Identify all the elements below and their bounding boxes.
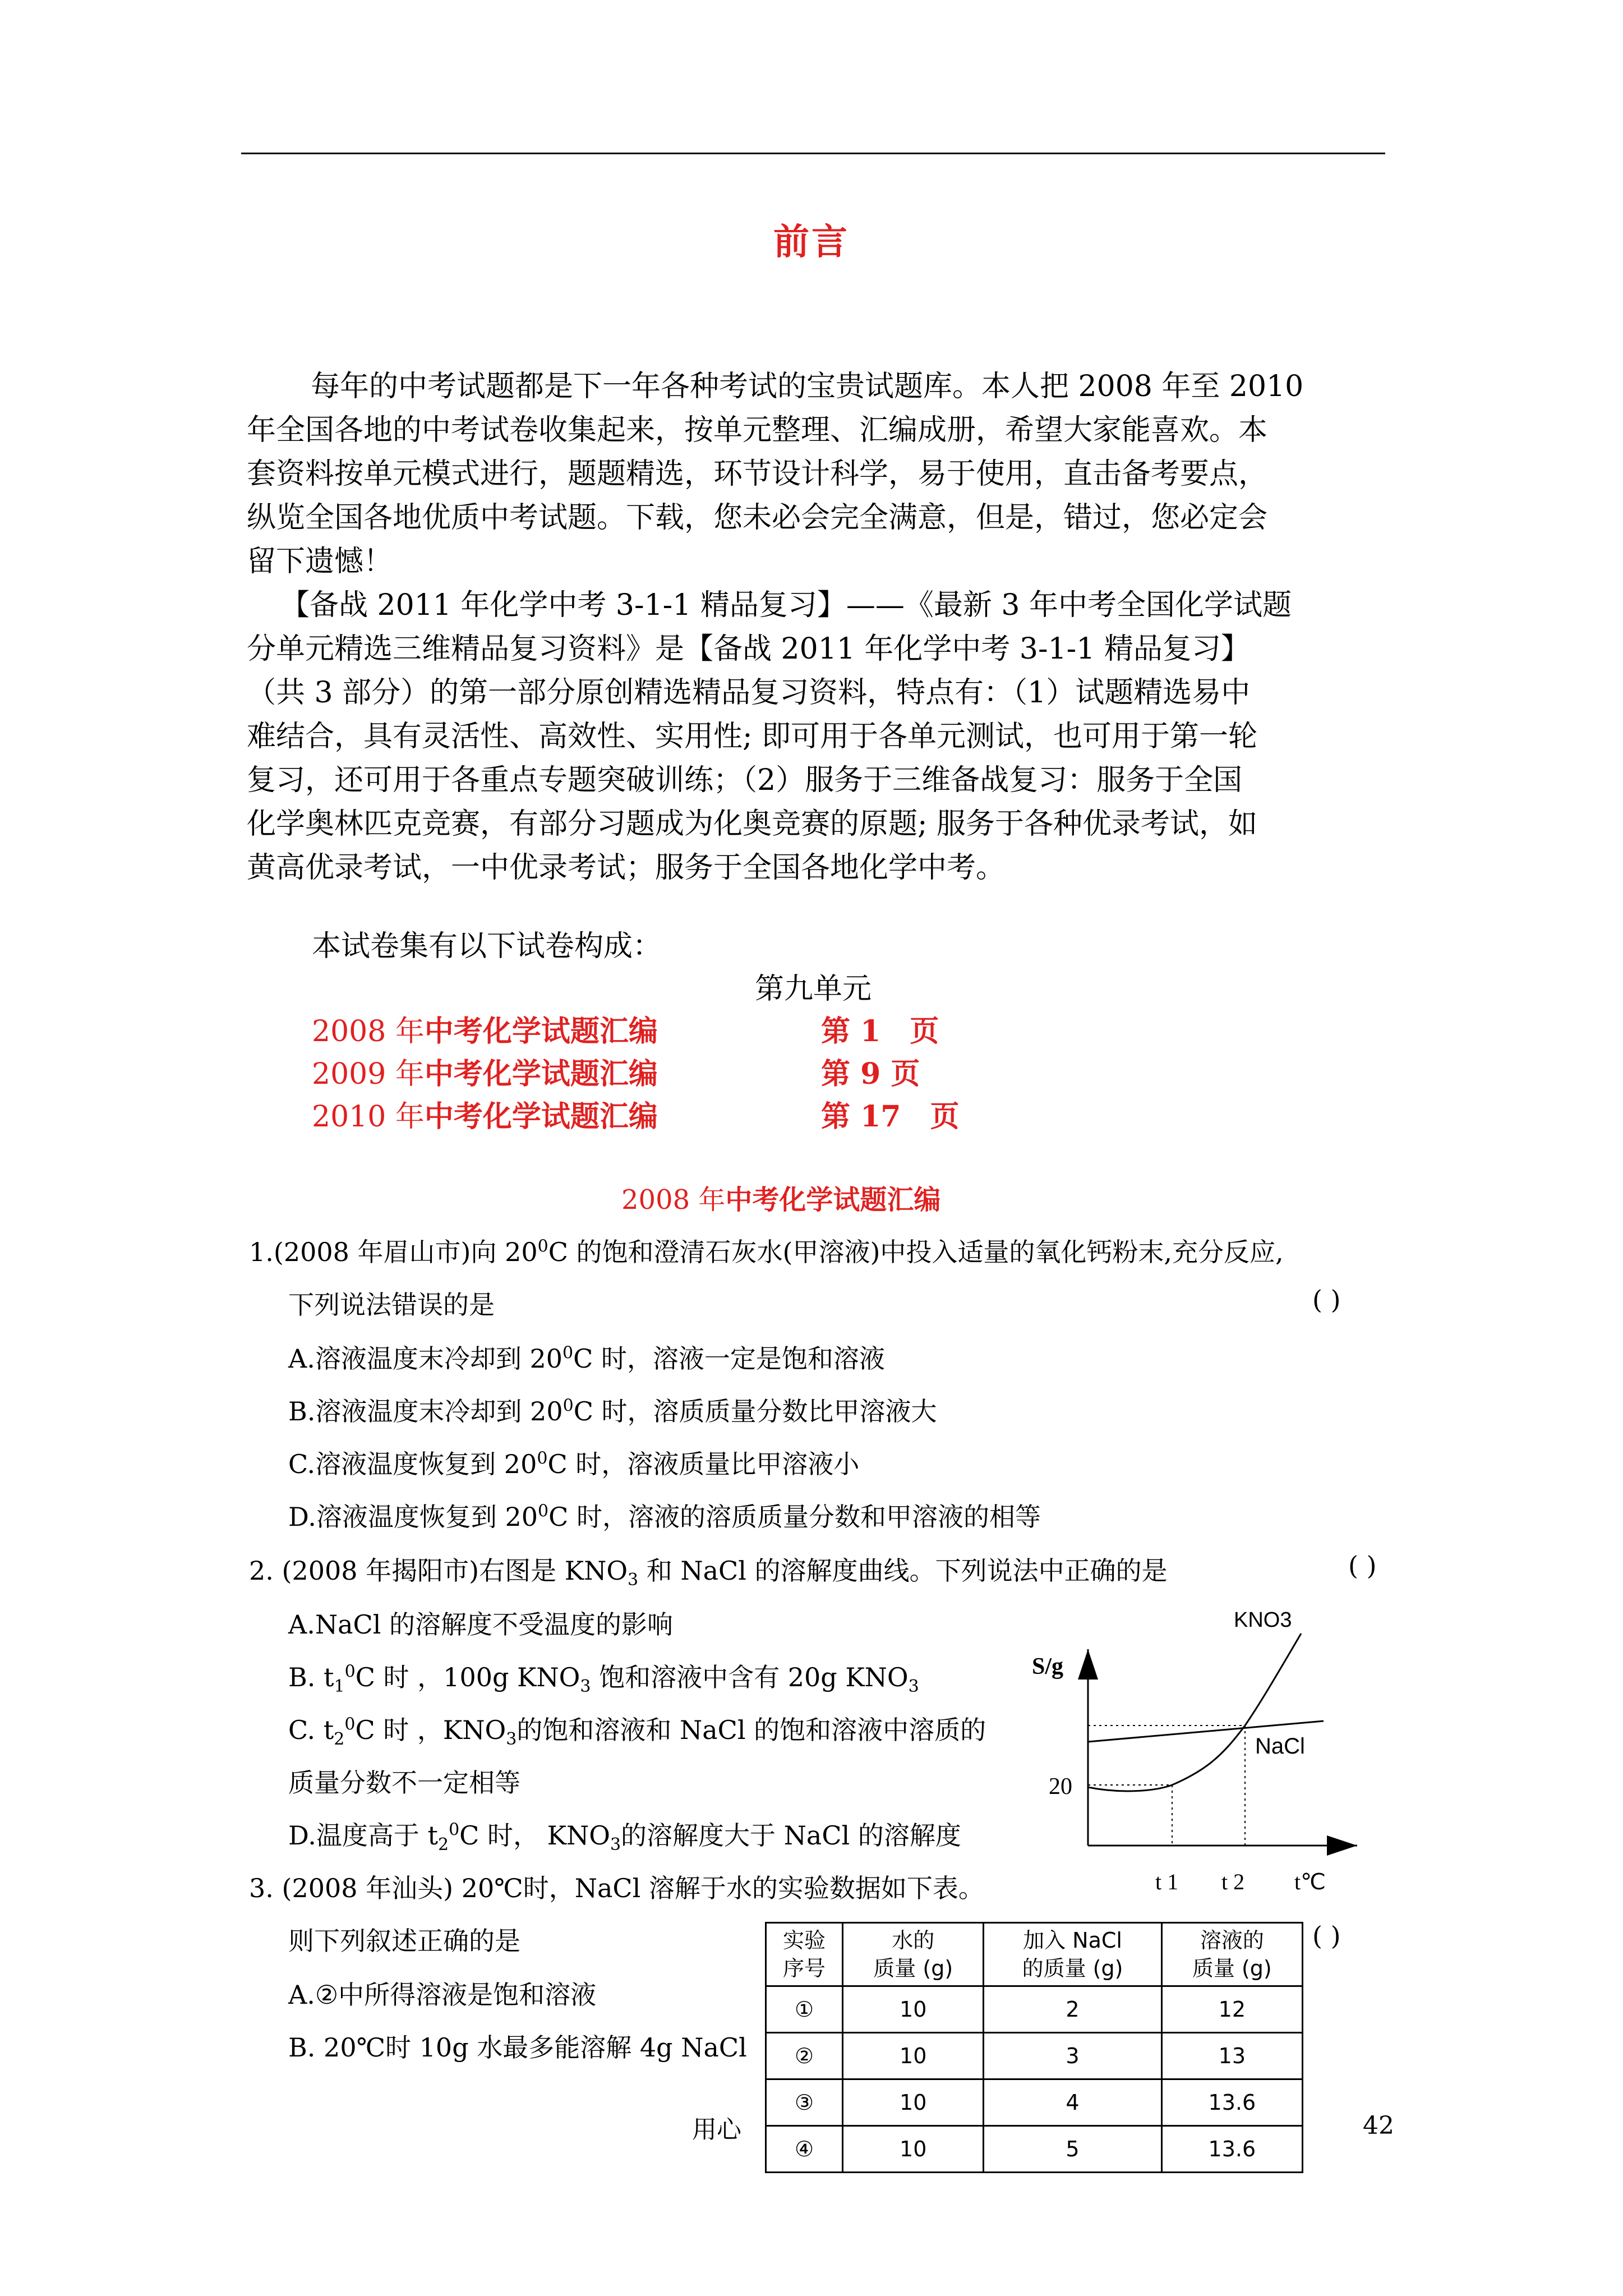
toc-year: 2009 年 [312, 1057, 425, 1091]
intro-line: 纵览全国各地优质中考试题。下载，您未必会完全满意，但是，错过，您必定会 [247, 501, 1268, 535]
q2-stem-part: 和 NaCl 的溶解度曲线。下列说法中正确的是 [638, 1556, 1168, 1586]
table-cell: 10 [843, 2033, 984, 2079]
toc-year: 2008 年 [312, 1015, 425, 1048]
table-header-row [766, 1923, 1303, 1986]
option-text: D.溶液温度恢复到 20 [288, 1502, 538, 1532]
features-line: 难结合，具有灵活性、高效性、实用性; 即可用于各单元测试，也可用于第一轮 [247, 720, 1258, 753]
header-line: 的质量 (g) [1022, 1956, 1123, 1981]
column-header [984, 1923, 1161, 1986]
header-line: 水的 [892, 1928, 935, 1953]
toc-label: 中考化学试题汇编 [424, 1057, 658, 1091]
subscript: 2 [334, 1729, 345, 1750]
subscript: 1 [334, 1677, 345, 1697]
series-label-kno3: KNO3 [1234, 1608, 1292, 1632]
q2-option-c [288, 1710, 986, 1749]
q1-stem2: 下列说法错误的是 [288, 1290, 495, 1320]
option-text: 的溶解度大于 NaCl 的溶解度 [621, 1820, 961, 1851]
subscript: 3 [628, 1570, 639, 1590]
subscript: 3 [610, 1835, 621, 1855]
table-cell: 13.6 [1161, 2079, 1302, 2126]
subscript: 3 [908, 1677, 919, 1697]
features-line: 【备战 2011 年化学中考 3-1-1 精品复习】——《最新 3 年中考全国化学试题 [280, 588, 1292, 622]
q1-option-d [288, 1497, 1041, 1534]
table-cell: 10 [843, 2126, 984, 2173]
y-tick-label: 20 [1049, 1774, 1072, 1800]
q2-option-a: A.NaCl 的溶解度不受温度的影响 [288, 1609, 674, 1640]
table-cell: 4 [984, 2079, 1161, 2126]
features-line: 复习，还可用于各重点专题突破训练；（2）服务于三维备战复习：服务于全国 [247, 763, 1243, 797]
q3-option-a: A.②中所得溶液是饱和溶液 [288, 1980, 597, 2010]
toc-item-2008[interactable] [312, 1010, 658, 1053]
intro-line: 留下遗憾！ [247, 545, 393, 578]
table-cell: 5 [984, 2126, 1161, 2173]
q1-option-a [288, 1338, 885, 1375]
q2-answer-blank[interactable]: ( ) [1348, 1550, 1377, 1581]
q1-option-b [288, 1391, 937, 1428]
column-header [843, 1923, 984, 1986]
page-number: 42 [1363, 2111, 1394, 2140]
page-title: 前言 [773, 221, 850, 263]
table-cell: ① [766, 1986, 843, 2033]
toc-item-2009[interactable] [312, 1052, 658, 1096]
toc-label: 中考化学试题汇编 [424, 1099, 658, 1134]
toc-intro: 本试卷集有以下试卷构成： [312, 930, 662, 963]
option-text: C 时 ，KNO [355, 1715, 506, 1745]
intro-line: 每年的中考试题都是下一年各种考试的宝贵试题库。本人把 2008 年至 2010 [311, 370, 1304, 403]
q1-stem-part: C 的饱和澄清石灰水(甲溶液)中投入适量的氧化钙粉末,充分反应, [548, 1237, 1284, 1267]
footer-text: 用心 [692, 2115, 741, 2144]
toc-page: 第 1 页 [821, 1014, 939, 1048]
table-row [766, 2033, 1303, 2079]
q1-stem [249, 1232, 1284, 1269]
q2-stem [249, 1550, 1168, 1590]
toc-page: 第 17 页 [821, 1099, 960, 1134]
option-text: C 时，溶液的溶质质量分数和甲溶液的相等 [548, 1502, 1041, 1532]
q2-option-d [288, 1815, 961, 1855]
table-row [766, 2079, 1303, 2126]
intro-paragraph [247, 365, 1391, 583]
experiment-table [765, 1922, 1303, 2173]
subscript: 3 [580, 1677, 591, 1697]
q3-option-b: B. 20℃时 10g 水最多能溶解 4g NaCl [288, 2032, 747, 2063]
table-cell: 2 [984, 1986, 1161, 2033]
header-line: 溶液的 [1200, 1928, 1264, 1953]
q3-stem: 3. (2008 年汕头) 20℃时，NaCl 溶解于水的实验数据如下表。 [249, 1873, 984, 1903]
toc-year: 2010 年 [312, 1100, 425, 1134]
table-cell: 12 [1161, 1986, 1302, 2033]
section-year: 2008 年 [621, 1184, 726, 1216]
header-line: 质量 (g) [1192, 1956, 1272, 1981]
table-cell: ④ [766, 2126, 843, 2173]
column-header [1161, 1923, 1302, 1986]
superscript: 0 [537, 1448, 548, 1469]
y-axis-label: S/g [1032, 1654, 1064, 1680]
option-text: C. t [288, 1715, 334, 1745]
features-line: 分单元精选三维精品复习资料》是【备战 2011 年化学中考 3-1-1 精品复习】 [247, 632, 1250, 666]
section-heading [621, 1178, 940, 1222]
option-text: A.溶液温度末冷却到 20 [288, 1343, 562, 1374]
option-text: C 时， KNO [459, 1820, 610, 1851]
table-cell: 10 [843, 2079, 984, 2126]
intro-line: 套资料按单元模式进行，题题精选，环节设计科学，易于使用，直击备考要点， [247, 457, 1268, 491]
option-text: C 时，溶液一定是饱和溶液 [573, 1343, 885, 1374]
header-rule [241, 153, 1385, 154]
table-cell: ② [766, 2033, 843, 2079]
subscript: 3 [506, 1729, 517, 1750]
subscript: 2 [437, 1835, 449, 1855]
option-text: 的饱和溶液和 NaCl 的饱和溶液中溶质的 [517, 1715, 986, 1745]
header-line: 加入 NaCl [1023, 1928, 1122, 1953]
features-line: 黄高优录考试，一中优录考试；服务于全国各地化学中考。 [247, 851, 1006, 885]
x-tick-label: t 1 [1155, 1869, 1179, 1894]
header-line: 实验 [783, 1928, 826, 1953]
q1-stem-part: 1.(2008 年眉山市)向 20 [249, 1237, 538, 1267]
toc-page: 第 9 页 [821, 1057, 920, 1091]
q2-option-b [288, 1657, 919, 1696]
x-tick-label: t 2 [1221, 1869, 1245, 1894]
toc-unit: 第九单元 [755, 972, 872, 1006]
superscript: 0 [562, 1396, 574, 1416]
superscript: 0 [344, 1662, 356, 1682]
series-label-nacl: NaCl [1255, 1734, 1305, 1759]
table-row [766, 2126, 1303, 2173]
superscript: 0 [538, 1501, 549, 1521]
intro-line: 年全国各地的中考试卷收集起来，按单元整理、汇编成册，希望大家能喜欢。本 [247, 413, 1268, 447]
option-text: D.温度高于 t [288, 1820, 438, 1851]
q1-answer-blank[interactable]: ( ) [1312, 1285, 1341, 1315]
table-cell: 3 [984, 2033, 1161, 2079]
superscript: 0 [344, 1714, 356, 1734]
q1-option-c [288, 1444, 859, 1481]
option-text: 饱和溶液中含有 20g KNO [591, 1662, 909, 1692]
option-text: C 时 ，100g KNO [355, 1662, 580, 1692]
option-text: C 时，溶质质量分数比甲溶液大 [573, 1396, 937, 1427]
series-kno3-curve [1088, 1634, 1301, 1791]
q3-answer-blank[interactable]: ( ) [1312, 1921, 1341, 1951]
table-cell: 13.6 [1161, 2126, 1302, 2173]
table-cell: 13 [1161, 2033, 1302, 2079]
toc-label: 中考化学试题汇编 [424, 1014, 658, 1048]
superscript: 0 [449, 1820, 460, 1840]
features-paragraph [247, 583, 1391, 890]
header-line: 质量 (g) [873, 1956, 953, 1981]
header-line: 序号 [783, 1956, 826, 1981]
option-text: B.溶液温度末冷却到 20 [288, 1396, 563, 1427]
table-row [766, 1986, 1303, 2033]
q2-option-c-cont: 质量分数不一定相等 [288, 1768, 520, 1798]
section-label: 中考化学试题汇编 [725, 1184, 941, 1216]
column-header [766, 1923, 843, 1986]
q3-stem2: 则下列叙述正确的是 [288, 1926, 520, 1956]
table-cell: ③ [766, 2079, 843, 2126]
table-cell: 10 [843, 1986, 984, 2033]
option-text: C 时，溶液质量比甲溶液小 [547, 1449, 860, 1479]
superscript: 0 [562, 1343, 574, 1363]
x-axis-label: t℃ [1294, 1869, 1326, 1894]
toc-item-2010[interactable] [312, 1095, 658, 1139]
superscript: 0 [537, 1236, 548, 1257]
option-text: C.溶液温度恢复到 20 [288, 1449, 537, 1479]
features-line: （共 3 部分）的第一部分原创精选精品复习资料，特点有：（1）试题精选易中 [247, 676, 1251, 710]
features-line: 化学奥林匹克竞赛，有部分习题成为化奥竞赛的原题; 服务于各种优录考试，如 [247, 807, 1258, 841]
option-text: B. t [288, 1662, 334, 1692]
q2-stem-part: 2. (2008 年揭阳市)右图是 KNO [249, 1556, 628, 1586]
solubility-chart [1021, 1604, 1368, 1896]
